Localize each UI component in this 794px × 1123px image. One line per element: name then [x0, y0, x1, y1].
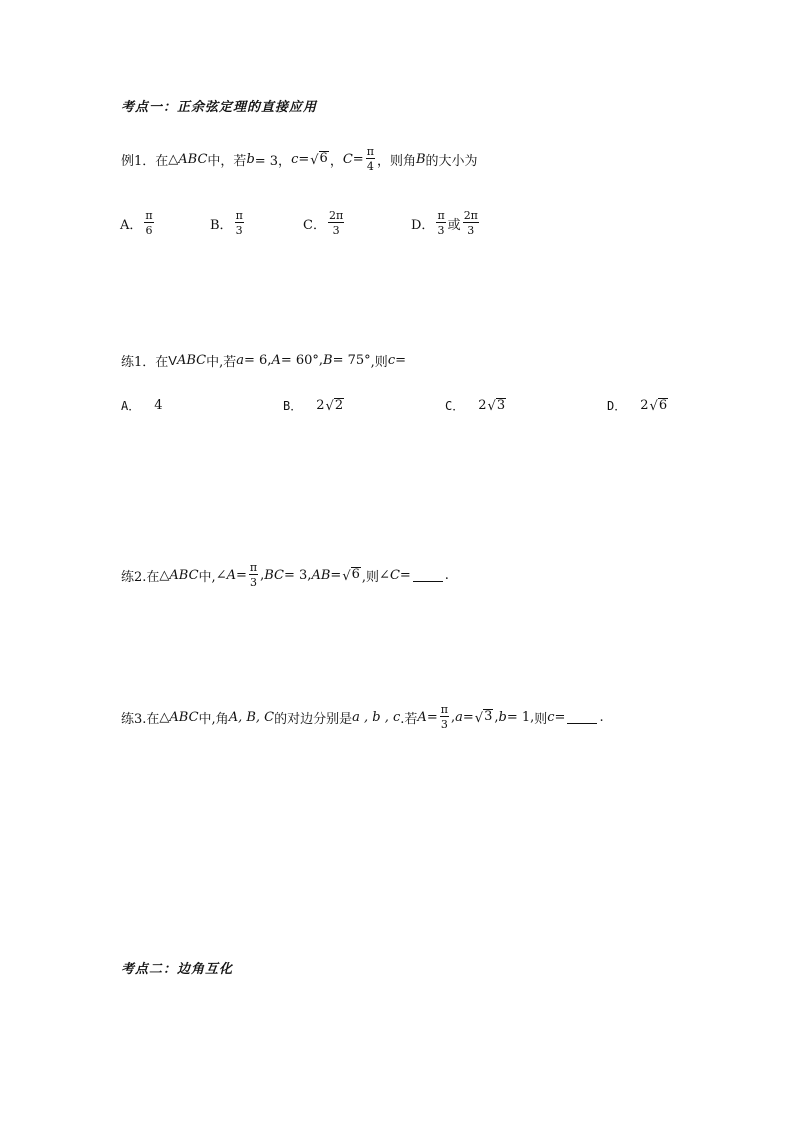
example-1-option-c[interactable]	[303, 210, 346, 236]
side-names: a , b , c	[352, 709, 401, 725]
var-B: B	[415, 151, 426, 167]
fraction-pi-over-4: $\frac{\pi}{4}$	[366, 145, 374, 173]
period: .	[444, 567, 449, 583]
var-B: B	[323, 353, 333, 368]
example-1-end: 的大小为	[425, 153, 478, 169]
practice-2-question	[121, 562, 449, 588]
var-b: b	[498, 709, 507, 725]
angle-symbol: ∠	[379, 567, 390, 583]
practice-2-end: =	[399, 567, 411, 583]
option-label: B．	[283, 399, 303, 413]
fraction-pi-over-3: $\frac{\pi}{3}$	[440, 703, 448, 731]
side-AB: AB	[311, 567, 331, 583]
practice-1-prefix: 练1．在	[121, 355, 169, 370]
var-a: a	[455, 709, 463, 725]
AB-equals: =	[330, 567, 342, 583]
sqrt-3: √ 3	[487, 397, 506, 415]
option-fraction-2: $\frac{2\pi}{3}$	[463, 209, 478, 237]
option-or: 或	[447, 217, 461, 233]
sqrt-6: √ 6	[310, 151, 328, 168]
practice-3-end: =	[554, 709, 566, 725]
example-1-prefix: 例1．在	[121, 153, 169, 169]
practice-1-tail: ,则	[370, 355, 388, 370]
option-label: B．	[210, 217, 233, 233]
practice-2-mid: 中,	[198, 569, 216, 585]
sqrt-6: √ 6	[649, 397, 668, 415]
var-c: c	[547, 709, 555, 725]
triangle-name: ABC	[169, 709, 199, 725]
option-fraction: $\frac{\pi}{6}$	[145, 209, 153, 237]
var-b: b	[246, 151, 255, 167]
option-label: A．	[120, 217, 143, 233]
practice-2-prefix: 练2.在	[121, 569, 160, 585]
b-value: = 1,	[506, 709, 535, 725]
sides-text: 的对边分别是	[274, 711, 353, 727]
practice-3-question	[121, 704, 604, 730]
var-A: A	[226, 567, 236, 583]
separator: ,	[450, 709, 456, 725]
practice-1-mid: 中,若	[206, 355, 237, 370]
triangle-name: ABC	[178, 151, 208, 167]
option-coefficient: 2	[478, 398, 487, 413]
practice-1-end: =	[395, 353, 406, 368]
practice-1-option-d[interactable]	[607, 397, 669, 414]
practice-3-tail2: 则	[534, 711, 548, 727]
practice-3-mid: 中,角	[198, 711, 229, 727]
sqrt-3: √ 3	[474, 709, 493, 726]
option-coefficient: 2	[316, 398, 325, 413]
var-c: c	[291, 151, 299, 167]
A-value: = 60°,	[280, 353, 324, 368]
example-1-question	[121, 146, 478, 172]
example-1-tail: ，则角	[376, 153, 416, 169]
answer-blank[interactable]	[567, 711, 597, 724]
var-c: c	[387, 353, 396, 368]
side-BC: BC	[264, 567, 285, 583]
option-label: A．	[121, 399, 141, 413]
practice-1-option-b[interactable]	[283, 397, 345, 414]
var-C: C	[389, 567, 400, 583]
option-fraction: $\frac{\pi}{3}$	[235, 209, 243, 237]
var-a: a	[236, 353, 244, 368]
option-label: C．	[303, 217, 326, 233]
separator: ,	[494, 709, 499, 725]
option-label: C．	[445, 399, 465, 413]
triangle-symbol: △	[159, 567, 170, 583]
option-label: D．	[411, 217, 435, 233]
option-coefficient: 2	[640, 398, 649, 413]
practice-1-option-a[interactable]	[121, 397, 163, 414]
BC-value: = 3,	[284, 567, 312, 583]
angle-names: A, B, C	[228, 709, 275, 725]
angle-symbol: ∠	[215, 567, 227, 583]
example-1-option-b[interactable]	[210, 210, 246, 236]
b-value: = 3，	[254, 153, 292, 169]
B-value: = 75°	[332, 353, 371, 368]
var-A: A	[271, 353, 281, 368]
C-equals: =	[352, 151, 364, 167]
period: .	[599, 709, 604, 725]
practice-1-question	[121, 351, 406, 370]
var-A: A	[417, 709, 427, 725]
option-fraction: $\frac{\pi}{3}$	[437, 209, 445, 237]
separator: ，	[329, 153, 343, 169]
triangle-symbol: V	[168, 353, 177, 368]
var-C: C	[342, 151, 353, 167]
triangle-symbol: △	[159, 709, 170, 725]
sqrt-2: √ 2	[325, 397, 344, 415]
A-equals: =	[235, 567, 247, 583]
triangle-name: ABC	[169, 567, 199, 583]
separator: ,	[260, 567, 265, 583]
answer-blank[interactable]	[413, 569, 443, 582]
A-equals: =	[426, 709, 438, 725]
fraction-pi-over-3: $\frac{\pi}{3}$	[249, 561, 258, 589]
example-1-option-a[interactable]	[120, 210, 156, 236]
section-heading-1: 考点一：正余弦定理的直接应用	[121, 100, 318, 115]
option-value: 4	[154, 398, 163, 413]
a-value: = 6,	[244, 353, 272, 368]
a-equals: =	[462, 709, 474, 725]
c-equals: =	[298, 151, 310, 167]
example-1-mid: 中，若	[207, 153, 247, 169]
sqrt-6: √ 6	[342, 567, 360, 584]
triangle-symbol: △	[168, 151, 179, 167]
option-label: D．	[607, 399, 627, 413]
practice-3-prefix: 练3.在	[121, 711, 160, 727]
triangle-name: ABC	[176, 353, 207, 368]
practice-1-option-c[interactable]	[445, 397, 507, 414]
practice-3-tail1: .若	[400, 711, 418, 727]
practice-2-tail: ,则	[361, 569, 380, 585]
section-heading-2: 考点二：边角互化	[121, 962, 234, 977]
option-fraction: $\frac{2\pi}{3}$	[328, 209, 344, 237]
example-1-option-d[interactable]	[411, 210, 481, 236]
